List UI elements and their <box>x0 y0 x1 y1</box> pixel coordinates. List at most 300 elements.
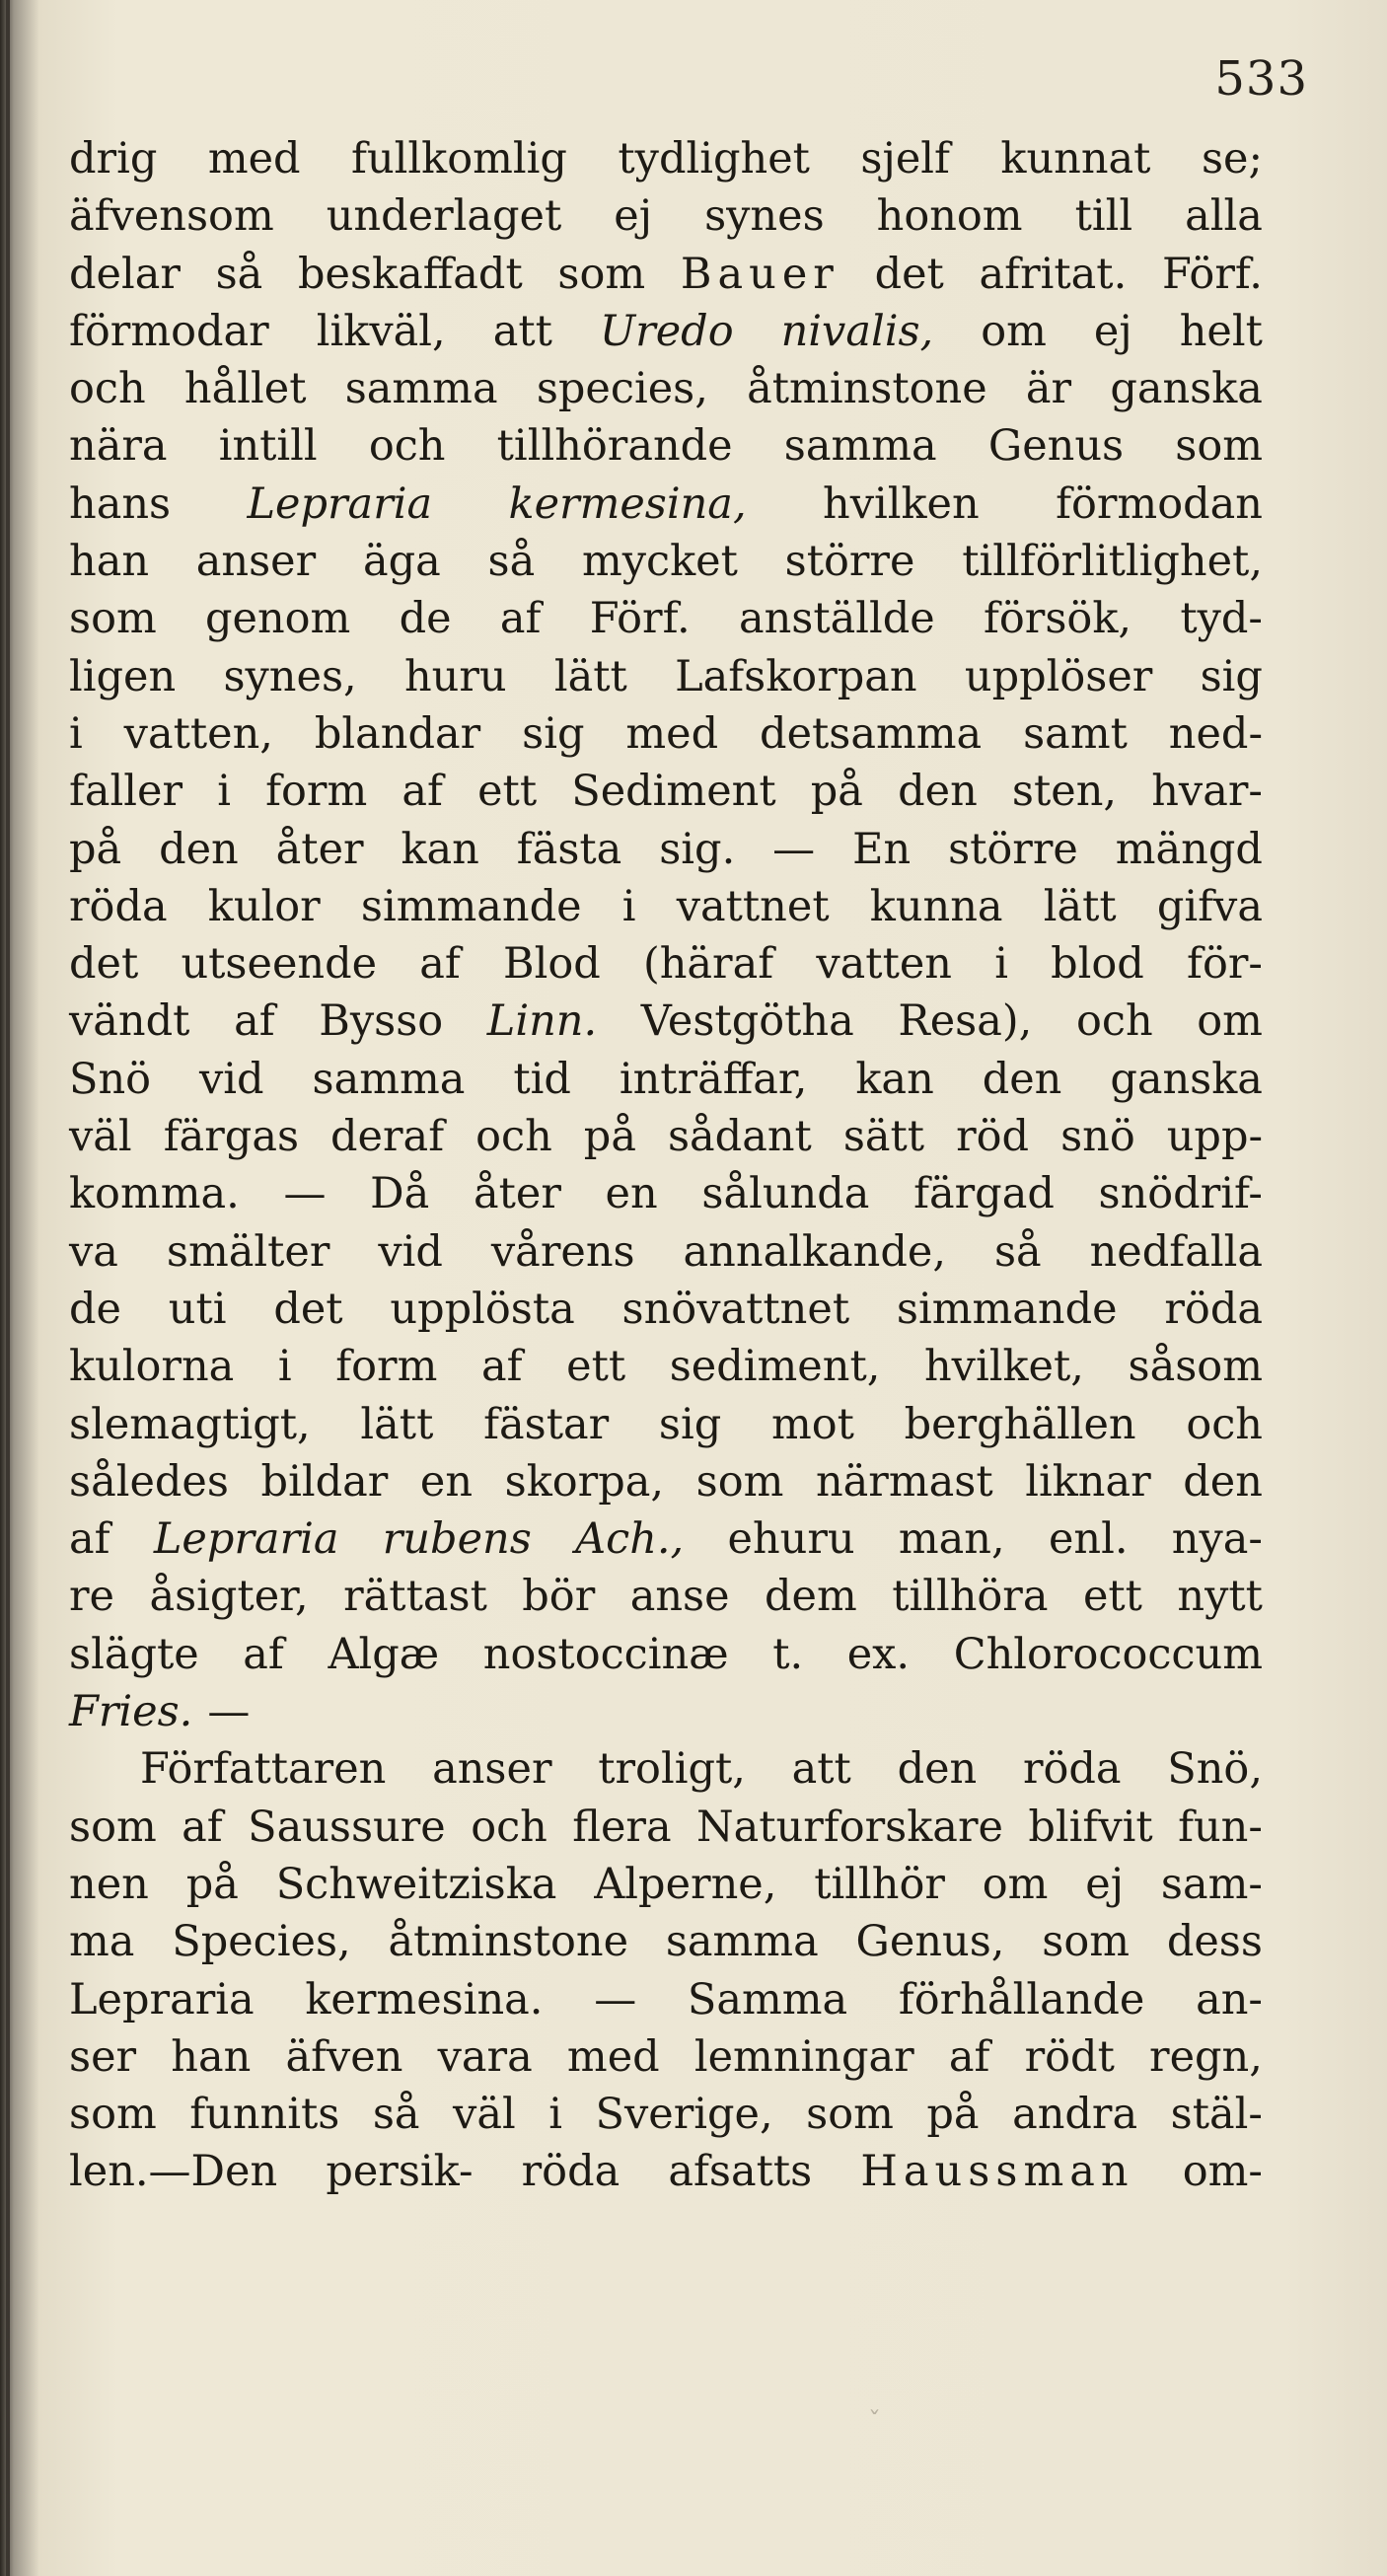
word: troligt, <box>598 1744 746 1795</box>
word: nytt <box>1177 1572 1263 1622</box>
word: väl <box>453 2090 516 2140</box>
word: som <box>806 2090 894 2140</box>
text-line <box>69 1165 1263 1222</box>
word: äga <box>362 537 441 587</box>
word: den <box>898 767 978 817</box>
word: Alperne, <box>594 1859 777 1909</box>
word: för- <box>1187 939 1263 990</box>
word: Lepraria <box>69 1974 255 2024</box>
word: åtminstone <box>747 364 987 414</box>
word: Ach., <box>575 1514 685 1565</box>
word: med <box>207 134 301 184</box>
word: kunnat <box>1000 134 1151 184</box>
word: vårens <box>490 1226 635 1277</box>
word: färgas <box>163 1112 300 1162</box>
word: vid <box>198 1054 264 1104</box>
word: Förf. <box>1161 249 1263 299</box>
word: honom <box>876 191 1023 242</box>
word: slemagtigt, <box>69 1399 311 1449</box>
word: sätt <box>842 1112 925 1162</box>
word: lätt <box>1043 881 1117 931</box>
text-line <box>69 1626 1263 1683</box>
word: röda <box>521 2147 620 2197</box>
word: sediment, <box>669 1342 881 1392</box>
word: kulorna <box>69 1342 235 1392</box>
word: nivalis, <box>780 306 934 356</box>
word: sig <box>1200 651 1263 701</box>
word: de <box>399 594 452 644</box>
word: Vestgötha <box>640 996 854 1047</box>
word: tyd- <box>1180 594 1263 644</box>
word: upplöser <box>964 651 1153 701</box>
word: Bysso <box>319 996 444 1047</box>
word: lätt <box>360 1399 434 1449</box>
word: nedfalla <box>1089 1226 1263 1277</box>
word: bildar <box>260 1456 389 1507</box>
word: komma. <box>69 1169 240 1219</box>
word: af <box>234 996 275 1047</box>
text-line <box>69 1510 1263 1568</box>
word: en <box>605 1169 658 1219</box>
text-line <box>69 1971 1263 2028</box>
word: fästa <box>516 824 622 874</box>
word: vattnet <box>676 881 830 931</box>
word: ett <box>566 1342 626 1392</box>
word: större <box>948 824 1078 874</box>
word: rubens <box>382 1514 532 1565</box>
word: man, <box>898 1514 1005 1565</box>
word: förmodan <box>1056 478 1263 529</box>
text-line <box>69 1281 1263 1338</box>
word: lätt <box>553 651 627 701</box>
word: på <box>810 767 863 817</box>
word: blandar <box>314 708 481 759</box>
word: Författaren <box>140 1744 387 1795</box>
word: är <box>1025 364 1072 414</box>
word: färgad <box>913 1169 1055 1219</box>
word: mot <box>770 1399 854 1449</box>
word: äfvensom <box>69 191 274 242</box>
word: — <box>772 824 816 874</box>
word: en <box>419 1456 474 1507</box>
word: nära <box>69 421 168 472</box>
word: faller <box>69 767 183 817</box>
word: af <box>419 939 461 990</box>
text-line <box>69 1683 1263 1740</box>
word: genom <box>205 594 351 644</box>
word: röd <box>956 1112 1030 1162</box>
word: så <box>993 1226 1042 1277</box>
word: Bauer <box>680 249 840 299</box>
word: förmodar <box>69 306 269 356</box>
word: hvar- <box>1151 767 1263 817</box>
word: vid <box>378 1226 443 1277</box>
text-line <box>69 246 1263 303</box>
word: funnits <box>189 2090 340 2140</box>
word: ej <box>1085 1859 1125 1909</box>
page-number: 533 <box>1214 51 1308 107</box>
word: dem <box>765 1572 857 1622</box>
word: lemningar <box>694 2031 914 2082</box>
word: om <box>982 1859 1049 1909</box>
word: (häraf <box>642 939 774 990</box>
word: underlaget <box>326 191 562 242</box>
word: simmande <box>896 1284 1118 1334</box>
word: med <box>625 708 719 759</box>
word: som <box>695 1456 784 1507</box>
word: samma <box>665 1917 819 1967</box>
text-line <box>69 303 1263 360</box>
word: af <box>69 1514 110 1565</box>
word: ett <box>477 767 538 817</box>
word: synes <box>704 191 825 242</box>
word: Sverige, <box>595 2090 773 2140</box>
word: hans <box>69 478 172 529</box>
word: tydlighet <box>618 134 810 184</box>
word: Då <box>370 1169 430 1219</box>
word: att <box>492 306 552 356</box>
word: så <box>372 2090 420 2140</box>
word: synes, <box>223 651 357 701</box>
word: se; <box>1201 134 1263 184</box>
word: vändt <box>69 996 190 1047</box>
word: som <box>69 1802 157 1852</box>
word: röda <box>69 881 168 931</box>
word: af <box>402 767 443 817</box>
word: snövattnet <box>621 1284 850 1334</box>
word: anse <box>629 1572 730 1622</box>
word: som <box>69 2090 157 2140</box>
word: närmast <box>815 1456 993 1507</box>
text-line <box>69 2086 1263 2143</box>
word: åter <box>275 824 364 874</box>
word: den <box>159 824 239 874</box>
text-line <box>69 878 1263 935</box>
word: i <box>277 1342 292 1392</box>
word: blifvit <box>1028 1802 1153 1852</box>
word: försök, <box>984 594 1132 644</box>
word: drig <box>69 134 158 184</box>
word: och <box>475 1112 552 1162</box>
word: beskaffadt <box>298 249 523 299</box>
word: inträffar, <box>619 1054 808 1104</box>
word: gifva <box>1156 881 1263 931</box>
word: och <box>1186 1399 1263 1449</box>
word: nen <box>69 1859 149 1909</box>
word: Algæ <box>328 1629 440 1679</box>
word: kermesina, <box>508 478 747 529</box>
word: detsamma <box>760 708 983 759</box>
word: äfven <box>285 2031 403 2082</box>
body-text <box>69 130 1263 2201</box>
word: tillhör <box>814 1859 945 1909</box>
word: regn, <box>1149 2031 1263 2082</box>
word: som <box>557 249 646 299</box>
word: på <box>69 824 122 874</box>
text-line <box>69 1740 1263 1798</box>
word: rödt <box>1024 2031 1115 2082</box>
word: Haussman <box>860 2147 1134 2197</box>
word: så <box>487 537 536 587</box>
text-line <box>69 187 1263 245</box>
text-line <box>69 1338 1263 1395</box>
word: berghällen <box>904 1399 1136 1449</box>
word: ej <box>1093 306 1132 356</box>
word: — <box>283 1169 327 1219</box>
word: ehuru <box>727 1514 855 1565</box>
word: intill <box>218 421 318 472</box>
word: Schweitziska <box>275 1859 557 1909</box>
word: Blod <box>503 939 601 990</box>
word: om <box>1197 996 1263 1047</box>
word: på <box>583 1112 636 1162</box>
word: Snö <box>69 1054 152 1104</box>
word: sig <box>658 1399 722 1449</box>
word: fullkomlig <box>351 134 567 184</box>
word: kan <box>855 1054 934 1104</box>
word: den <box>982 1054 1062 1104</box>
word: den <box>1183 1456 1263 1507</box>
word: bör <box>522 1572 596 1622</box>
text-line <box>69 2143 1263 2200</box>
word: ej <box>614 191 653 242</box>
word: alla <box>1185 191 1263 242</box>
text-line <box>69 648 1263 705</box>
word: den <box>897 1744 978 1795</box>
word: simmande <box>360 881 582 931</box>
word: han <box>171 2031 252 2082</box>
paper-mark: ˇ <box>868 2407 881 2437</box>
word: anställde <box>738 594 935 644</box>
word: flera <box>572 1802 672 1852</box>
word: tillhörande <box>496 421 733 472</box>
text-line <box>69 1396 1263 1453</box>
word: len.—Den <box>69 2147 278 2197</box>
word: uti <box>168 1284 227 1334</box>
word: de <box>69 1284 121 1334</box>
word: species, <box>536 364 708 414</box>
word: helt <box>1179 306 1263 356</box>
text-line <box>69 1051 1263 1108</box>
word: som <box>1175 421 1263 472</box>
page-spine-edge <box>6 0 10 2576</box>
word: skorpa, <box>504 1456 665 1507</box>
text-line <box>69 935 1263 993</box>
word: i <box>621 881 636 931</box>
word: samma <box>783 421 937 472</box>
word: väl <box>69 1112 132 1162</box>
word: det <box>273 1284 343 1334</box>
word: röda <box>1022 1744 1122 1795</box>
word: t. <box>772 1629 804 1679</box>
word: sig. <box>659 824 736 874</box>
word: samma <box>344 364 498 414</box>
word: ser <box>69 2031 137 2082</box>
word: och <box>1075 996 1153 1047</box>
word: det <box>874 249 944 299</box>
word: af <box>948 2031 990 2082</box>
word: andra <box>1012 2090 1138 2140</box>
word: deraf <box>330 1112 445 1162</box>
word: Resa), <box>898 996 1033 1047</box>
word: form <box>265 767 368 817</box>
word: mängd <box>1115 824 1263 874</box>
word: sålunda <box>701 1169 870 1219</box>
word: sten, <box>1011 767 1118 817</box>
word: ganska <box>1110 1054 1263 1104</box>
text-line <box>69 476 1263 533</box>
word: att <box>791 1744 851 1795</box>
word: nostoccinæ <box>482 1629 729 1679</box>
word: Chlorococcum <box>953 1629 1263 1679</box>
word: af <box>480 1342 523 1392</box>
text-line <box>69 590 1263 647</box>
word: liknar <box>1025 1456 1151 1507</box>
word: dess <box>1166 1917 1263 1967</box>
word: utseende <box>181 939 378 990</box>
word: hvilket, <box>923 1342 1084 1392</box>
word: — <box>594 1974 637 2024</box>
word: Lafskorpan <box>675 651 917 701</box>
word: persik- <box>326 2147 474 2197</box>
word: Uredo <box>599 306 734 356</box>
word: blod <box>1051 939 1144 990</box>
word: som <box>1042 1917 1130 1967</box>
word: såsom <box>1128 1342 1263 1392</box>
word: mycket <box>581 537 738 587</box>
word: Genus, <box>855 1917 1005 1967</box>
word: snö <box>1060 1112 1135 1162</box>
word: i <box>217 767 231 817</box>
word: större <box>784 537 915 587</box>
word: slägte <box>69 1629 199 1679</box>
word: och <box>368 421 446 472</box>
word: Lepraria <box>247 478 433 529</box>
word: ligen <box>69 651 177 701</box>
word: samt <box>1023 708 1128 759</box>
word: i <box>69 708 83 759</box>
word: förhållande <box>898 1974 1145 2024</box>
word: smälter <box>166 1226 330 1277</box>
word: Samma <box>687 1974 848 2024</box>
text-line <box>69 417 1263 475</box>
word: kan <box>401 824 479 874</box>
text-line <box>69 1913 1263 1970</box>
word: sådant <box>667 1112 812 1162</box>
word: Sediment <box>571 767 776 817</box>
word: Snö, <box>1167 1744 1263 1795</box>
word: på <box>185 1859 239 1909</box>
text-line <box>69 1799 1263 1856</box>
word: vatten, <box>123 708 273 759</box>
word: sam- <box>1160 1859 1263 1909</box>
word: af <box>243 1629 284 1679</box>
text-line <box>69 821 1263 878</box>
word: delar <box>69 249 181 299</box>
word: kunna <box>869 881 1003 931</box>
word: Species, <box>172 1917 351 1967</box>
text-line <box>69 1856 1263 1913</box>
text-line <box>69 533 1263 590</box>
text-line <box>69 993 1263 1050</box>
word: ganska <box>1110 364 1263 414</box>
word: till <box>1074 191 1133 242</box>
word: i <box>548 2090 562 2140</box>
word: tillhöra <box>892 1572 1049 1622</box>
word: Fries. <box>69 1687 193 1737</box>
word: kermesina. <box>305 1974 544 2024</box>
word: åsigter, <box>149 1572 309 1622</box>
word: röda <box>1164 1284 1263 1334</box>
word: snödrif- <box>1098 1169 1263 1219</box>
word: fästar <box>483 1399 610 1449</box>
word: upplösta <box>390 1284 575 1334</box>
text-line <box>69 1108 1263 1165</box>
word: anser <box>195 537 317 587</box>
word: nya- <box>1171 1514 1263 1565</box>
word: hvilken <box>823 478 980 529</box>
word: det <box>69 939 139 990</box>
word: tillförlitlighet, <box>962 537 1263 587</box>
text-line <box>69 1223 1263 1281</box>
text-line <box>69 705 1263 763</box>
word: om- <box>1182 2147 1263 2197</box>
word: af <box>499 594 542 644</box>
text-line <box>69 2028 1263 2086</box>
word: stäl- <box>1170 2090 1263 2140</box>
word: afsatts <box>668 2147 813 2197</box>
word: om <box>981 306 1047 356</box>
word: Saussure <box>248 1802 446 1852</box>
text-line <box>69 1453 1263 1510</box>
word: Genus <box>987 421 1125 472</box>
word: vatten <box>816 939 952 990</box>
word: och <box>471 1802 548 1852</box>
word: åtminstone <box>388 1917 629 1967</box>
text-line <box>69 130 1263 187</box>
word: likväl, <box>316 306 446 356</box>
word: annalkande, <box>683 1226 946 1277</box>
word: re <box>69 1572 115 1622</box>
word: samma <box>312 1054 466 1104</box>
word: fun- <box>1178 1802 1263 1852</box>
word: Naturforskare <box>696 1802 1003 1852</box>
text-line <box>69 360 1263 417</box>
word: kulor <box>207 881 321 931</box>
word: ned- <box>1168 708 1263 759</box>
word: på <box>926 2090 980 2140</box>
text-line <box>69 1568 1263 1625</box>
word: Förf. <box>589 594 691 644</box>
word: afritat. <box>979 249 1128 299</box>
word: i <box>994 939 1008 990</box>
word: ex. <box>846 1629 911 1679</box>
text-line <box>69 763 1263 820</box>
word: ma <box>69 1917 135 1967</box>
word: åter <box>473 1169 561 1219</box>
word: så <box>215 249 263 299</box>
word: ett <box>1082 1572 1142 1622</box>
word: an- <box>1196 1974 1263 2024</box>
word: Linn. <box>486 996 598 1047</box>
word: En <box>852 824 912 874</box>
word: med <box>566 2031 660 2082</box>
word: rättast <box>343 1572 487 1622</box>
word: af <box>182 1802 223 1852</box>
word: tid <box>513 1054 571 1104</box>
word: sjelf <box>860 134 950 184</box>
word: Lepraria <box>153 1514 339 1565</box>
